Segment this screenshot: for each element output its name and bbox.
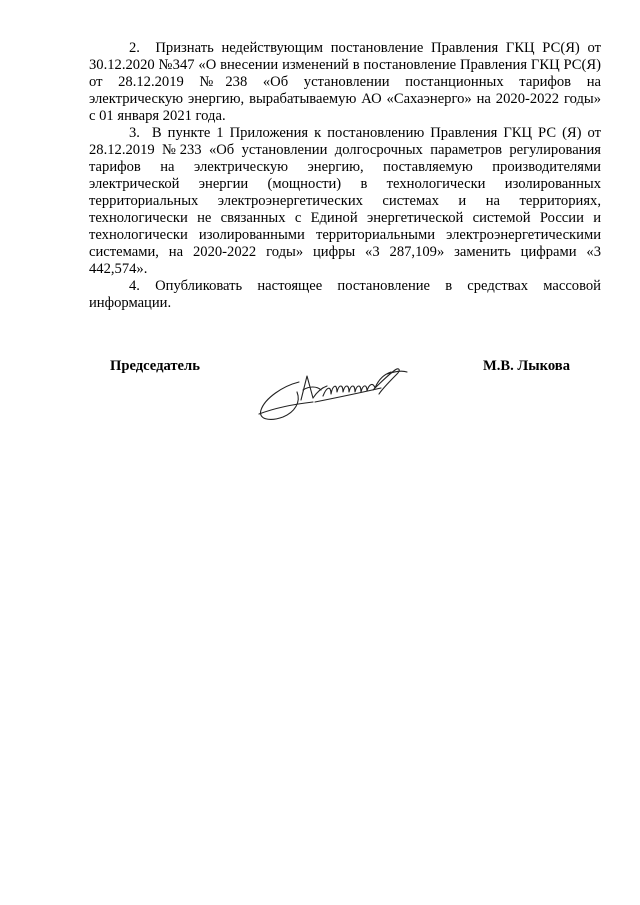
paragraph-3: 3. В пункте 1 Приложения к постановлению Правления ГКЦ РС (Я) от 28.12.2019 №233 «Об установлении долгосрочных параметров регулирования тарифов на электрическую энергию, поставляемую производителями электрической энергии (мощности) в технологически изолированных территориальных электроэнергетических системах и на территориях, технологически не связанных с Единой энергетической системой России и технологически изолированными территориальными электроэнергетическими системами, на 2020-2022 годы» цифры «3 287,109» заменить цифрами «3 442,574».	[89, 125, 601, 277]
signatory-name: М.В. Лыкова	[482, 358, 570, 374]
handwritten-signature	[255, 362, 415, 424]
signatory-title: Председатель	[110, 358, 200, 374]
document-body	[89, 40, 601, 312]
paragraph-2: 2. Признать недействующим постановление Правления ГКЦ РС(Я) от 30.12.2020 №347 «О внесении изменений в постановление Правления ГКЦ РС(Я) от 28.12.2019 №238 «Об установлении постанционных тарифов на электрическую энергию, вырабатываемую АО «Сахаэнерго» на 2020-2022 годы» с 01 января 2021 года.	[89, 40, 601, 124]
paragraph-4: 4. Опубликовать настоящее постановление в средствах массовой информации.	[89, 278, 601, 311]
